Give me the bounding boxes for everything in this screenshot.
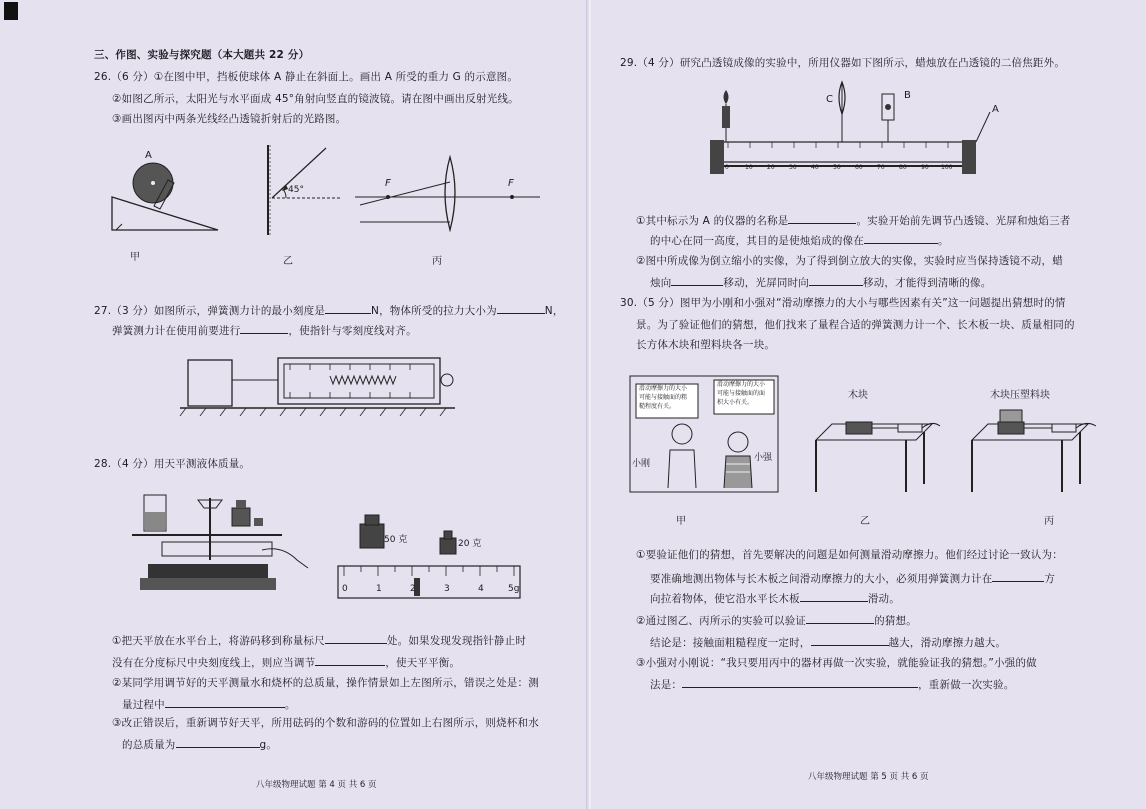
ruler-tick-0: 0 [342, 584, 348, 594]
caption-30-jia: 甲 [676, 516, 686, 527]
bubble-1-l2: 可能与接触面的粗 [639, 394, 688, 401]
q28-text-b: 处。如果发现发现指针静止时 [386, 635, 527, 647]
q27-text-b: N，物体所受的拉力大小为 [371, 305, 497, 317]
q26-line2: ②如图乙所示，太阳光与水平面成 45°角射向竖直的镜波镜。请在图中画出反射光线。 [112, 93, 519, 105]
label-b: B [904, 90, 911, 101]
q28-blank-1[interactable] [325, 632, 387, 644]
label-wood: 木块 [848, 390, 868, 401]
ruler-tick-5: 5g [508, 584, 520, 594]
caption-30-bing: 丙 [1044, 516, 1054, 527]
bubble-2-l2: 可能与接触面的面 [717, 390, 766, 397]
q30-line3: ①要验证他们的猜想，首先要解决的问题是如何测量滑动摩擦力。他们经过讨论一致认为： [636, 549, 1063, 561]
caption-yi: 乙 [283, 256, 293, 267]
q30-text-j: ，重新做一次实验。 [918, 679, 1015, 691]
scan-corner-mark [4, 2, 18, 20]
q30-line4 [650, 570, 1055, 587]
q27-blank-1[interactable] [325, 302, 371, 314]
q27-blank-3[interactable] [240, 322, 288, 334]
label-wood-plastic: 木块压塑料块 [990, 390, 1050, 401]
wood-plastic-figure [962, 400, 1102, 500]
label-f-left: F [385, 178, 391, 189]
q30-line8: ③小强对小刚说：“我只要用丙中的器材再做一次实验，就能验证我的猜想。”小强的做 [636, 657, 1037, 669]
q30-blank-3[interactable] [806, 612, 874, 624]
q30-line7 [650, 634, 1006, 651]
q30-line1: 景。为了验证他们的猜想，他们找来了量程合适的弹簧测力计一个、长木板一块、质量相同的 [636, 319, 1075, 331]
bubble-1-l1: 滑动摩擦力的大小 [639, 385, 688, 392]
q30-blank-2[interactable] [800, 590, 868, 602]
q26-line1: 26.（6 分）①在图中甲，挡板使球体 A 静止在斜面上。画出 A 所受的重力 G 的示意图。 [94, 71, 519, 83]
bench-tick-20: 20 [767, 164, 775, 171]
q29-line0: 29.（4 分）研究凸透镜成像的实验中，所用仪器如下图所示，蜡烛放在凸透镜的二倍焦距外。 [620, 57, 1066, 69]
optical-bench-figure [710, 82, 1010, 192]
q30-line5 [650, 590, 900, 607]
caption-bing: 丙 [432, 256, 442, 267]
wood-block-figure [806, 400, 942, 500]
right-footer: 八年级物理试题 第 5 页 共 6 页 [808, 772, 929, 782]
ruler-tick-1: 1 [376, 584, 382, 594]
caption-30-yi: 乙 [860, 516, 870, 527]
q30-text-h: 越大，滑动摩擦力越大。 [888, 637, 1007, 649]
q26-line3: ③画出图丙中两条光线经凸透镜折射后的光路图。 [112, 113, 347, 125]
ruler-tick-3: 3 [444, 584, 450, 594]
q28-line2 [112, 654, 460, 671]
q30-text-f: 的猜想。 [874, 615, 917, 627]
incline-ball-figure [108, 145, 228, 235]
q30-line6 [636, 612, 917, 629]
q29-line3: ②图中所成像为倒立缩小的实像，为了得到倒立放大的实像，实验时应当保持透镜不动，蜡 [636, 255, 1063, 267]
q29-text-g: 移动，才能得到清晰的像。 [863, 277, 992, 289]
label-a-instrument: A [992, 104, 999, 115]
bench-tick-0: 0 [725, 164, 729, 171]
section-title: 三、作图、实验与探究题（本大题共 22 分） [94, 49, 310, 61]
label-c: C [826, 94, 833, 105]
ruler-tick-2: 2 [410, 584, 416, 594]
angle-label: 45° [288, 185, 304, 195]
q29-line2 [650, 232, 949, 249]
weight-50g-label: 50 克 [384, 535, 408, 545]
bench-tick-40: 40 [811, 164, 819, 171]
q28-line1 [112, 632, 526, 649]
q29-blank-3[interactable] [671, 274, 723, 286]
q30-line9 [650, 676, 1014, 693]
q29-line4 [650, 274, 991, 291]
q30-text-c: 向拉着物体，使它沿水平长木板 [650, 593, 800, 605]
q29-text-c: 的中心在同一高度，其目的是使烛焰成的像在 [650, 235, 864, 247]
q28-line6 [122, 736, 277, 753]
q28-blank-4[interactable] [176, 736, 260, 748]
balance-figure [132, 490, 312, 600]
q28-text-a: ①把天平放在水平台上，将游码移到称量标尺 [112, 635, 325, 647]
bench-tick-10: 10 [745, 164, 753, 171]
bench-tick-90: 90 [921, 164, 929, 171]
rider-scale [338, 566, 524, 602]
q30-text-i: 法是： [650, 679, 683, 691]
bubble-1-l3: 糙程度有关。 [639, 403, 676, 410]
q27-line1 [94, 302, 564, 319]
bench-tick-70: 70 [877, 164, 885, 171]
boy-label-2: 小强 [754, 453, 773, 463]
q28-text-d: ，使天平平衡。 [385, 657, 461, 669]
bubble-2-l1: 滑动摩擦力的大小 [717, 381, 766, 388]
q27-blank-2[interactable] [497, 302, 545, 314]
q28-line5: ③改正错误后，重新调节好天平，所用砝码的个数和游码的位置如上右图所示，则烧杯和水 [112, 717, 539, 729]
q28-text-c: 没有在分度标尺中央刻度线上，则应当调节 [112, 657, 316, 669]
q30-blank-1[interactable] [992, 570, 1044, 582]
q30-text-g: 结论是：接触面粗糙程度一定时， [650, 637, 811, 649]
q29-text-a: ①其中标示为 A 的仪器的名称是 [636, 215, 789, 227]
bench-tick-60: 60 [855, 164, 863, 171]
q30-text-a: 要准确地测出物体与长木板之间滑动摩擦力的大小，必须用弹簧测力计在 [650, 573, 993, 585]
q27-text-c: N， [544, 305, 564, 317]
left-footer: 八年级物理试题 第 4 页 共 6 页 [256, 780, 377, 790]
q28-blank-2[interactable] [315, 654, 385, 666]
q29-blank-4[interactable] [809, 274, 863, 286]
q27-text-d: 弹簧测力计在使用前要进行 [112, 325, 241, 337]
spring-scale-figure [180, 348, 460, 423]
q28-text-f: 。 [284, 699, 296, 711]
q30-blank-5[interactable] [682, 676, 918, 688]
boy-label-1: 小刚 [632, 459, 651, 469]
bench-tick-30: 30 [789, 164, 797, 171]
caption-jia: 甲 [130, 252, 140, 263]
bench-tick-50: 50 [833, 164, 841, 171]
q30-line0: 30.（5 分）图甲为小刚和小强对“滑动摩擦力的大小与哪些因素有关”这一问题提出猜想时的情 [620, 297, 1066, 309]
q29-text-f: 移动，光屏同时向 [723, 277, 810, 289]
bubble-2-l3: 积大小有关。 [717, 399, 754, 406]
q28-blank-3[interactable] [165, 696, 285, 708]
ruler-tick-4: 4 [478, 584, 484, 594]
q28-line0: 28.（4 分）用天平测液体质量。 [94, 458, 251, 470]
q30-text-b: 方 [1044, 573, 1056, 585]
q29-blank-1[interactable] [788, 212, 856, 224]
q29-blank-2[interactable] [864, 232, 938, 244]
q28-line3: ②某同学用调节好的天平测量水和烧杯的总质量，操作情景如上左图所示，错误之处是：测 [112, 677, 539, 689]
label-f-right: F [508, 178, 514, 189]
right-page [592, 0, 1146, 809]
weight-20g-label: 20 克 [458, 539, 482, 549]
q30-blank-4[interactable] [811, 634, 889, 646]
q30-text-d: 滑动。 [867, 593, 900, 605]
q30-line2: 长方体木块和塑料块各一块。 [636, 339, 776, 351]
bench-tick-100: 100 [941, 164, 953, 171]
q30-text-e: ②通过图乙、丙所示的实验可以验证 [636, 615, 807, 627]
q29-text-e: 烛向 [650, 277, 672, 289]
q27-text-e: ，使指针与零刻度线对齐。 [288, 325, 417, 337]
q29-text-b: 。实验开始前先调节凸透镜、光屏和烛焰三者 [856, 215, 1071, 227]
q27-text-a: 27.（3 分）如图所示，弹簧测力计的最小刻度是 [94, 305, 326, 317]
q29-text-d: 。 [938, 235, 949, 247]
q28-line4 [122, 696, 296, 713]
bench-tick-80: 80 [899, 164, 907, 171]
q28-text-e: 量过程中 [122, 699, 165, 711]
q28-text-g: 的总质量为 [122, 739, 176, 751]
label-a: A [145, 150, 152, 161]
lens-figure [355, 152, 545, 232]
q28-text-h: g。 [259, 739, 278, 751]
q29-line1 [636, 212, 1070, 229]
q27-line2 [112, 322, 417, 339]
